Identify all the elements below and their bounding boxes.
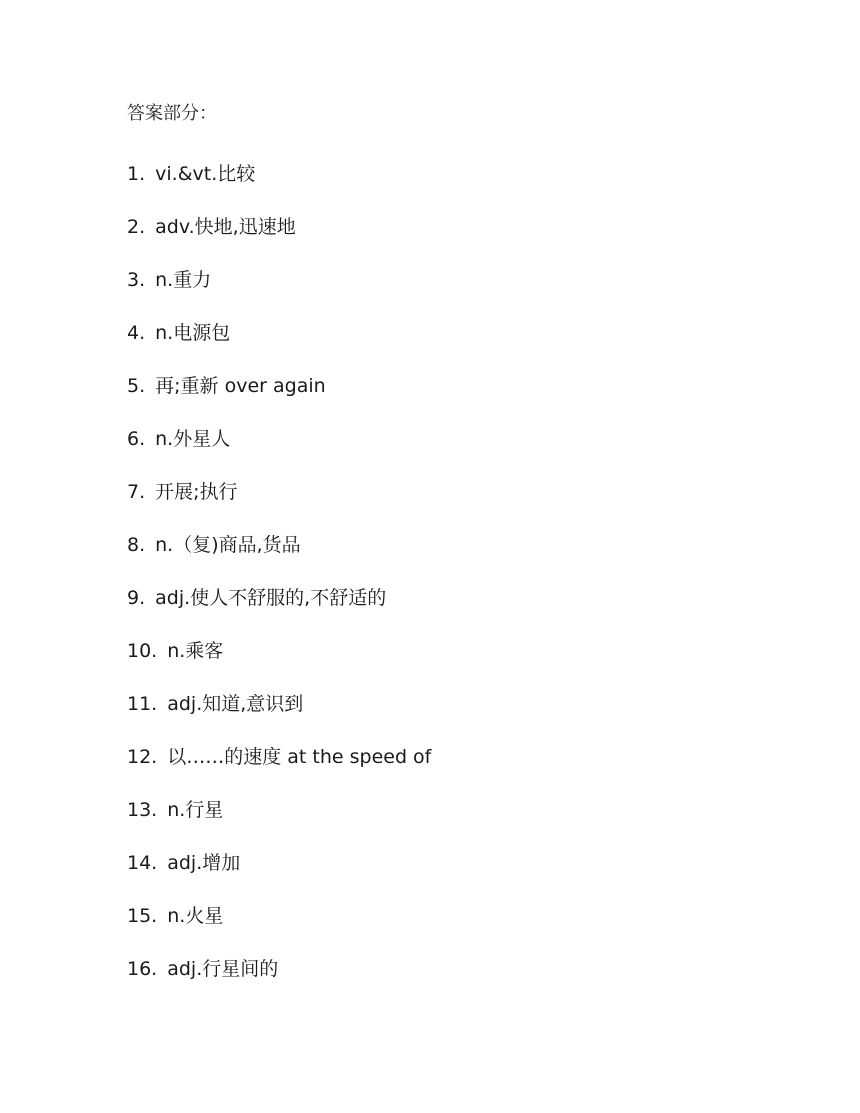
answer-text: 开展;执行 <box>155 480 238 503</box>
answer-item <box>127 412 431 465</box>
answer-text: n.电源包 <box>155 321 231 344</box>
answer-number: 10. <box>127 639 158 662</box>
answer-item <box>127 836 431 889</box>
answer-number: 4. <box>127 321 146 344</box>
answer-number: 3. <box>127 268 146 291</box>
answer-item <box>127 200 431 253</box>
answer-number: 13. <box>127 798 158 821</box>
answer-number: 11. <box>127 692 158 715</box>
answer-text: n.乘客 <box>167 639 224 662</box>
answer-item <box>127 624 431 677</box>
answer-text: adj.使人不舒服的,不舒适的 <box>155 586 387 609</box>
answer-number: 8. <box>127 533 146 556</box>
answer-text: n.火星 <box>167 904 224 927</box>
answer-item <box>127 359 431 412</box>
answer-text: 再;重新 over again <box>155 374 326 397</box>
answer-text: adj.增加 <box>167 851 241 874</box>
answer-item <box>127 465 431 518</box>
answer-list <box>127 147 431 995</box>
answer-text: n.外星人 <box>155 427 231 450</box>
answer-text: adj.行星间的 <box>167 957 279 980</box>
answer-item <box>127 571 431 624</box>
answer-item <box>127 942 431 995</box>
answer-text: n.行星 <box>167 798 224 821</box>
answer-item <box>127 783 431 836</box>
answer-item <box>127 889 431 942</box>
answer-number: 16. <box>127 957 158 980</box>
answer-number: 12. <box>127 745 158 768</box>
answer-item <box>127 677 431 730</box>
answer-number: 9. <box>127 586 146 609</box>
answer-text: 以……的速度 at the speed of <box>167 745 432 768</box>
answer-item <box>127 730 431 783</box>
answer-number: 7. <box>127 480 146 503</box>
answer-section-heading: 答案部分： <box>127 103 217 124</box>
answer-number: 5. <box>127 374 146 397</box>
answer-text: n.（复)商品,货品 <box>155 533 301 556</box>
answer-number: 2. <box>127 215 146 238</box>
answer-number: 6. <box>127 427 146 450</box>
answer-text: n.重力 <box>155 268 212 291</box>
answer-text: adj.知道,意识到 <box>167 692 304 715</box>
answer-number: 14. <box>127 851 158 874</box>
answer-item <box>127 253 431 306</box>
answer-number: 1. <box>127 162 146 185</box>
answer-item <box>127 147 431 200</box>
answer-text: vi.&vt.比较 <box>155 162 256 185</box>
answer-text: adv.快地,迅速地 <box>155 215 296 238</box>
answer-number: 15. <box>127 904 158 927</box>
answer-item <box>127 306 431 359</box>
answer-item <box>127 518 431 571</box>
